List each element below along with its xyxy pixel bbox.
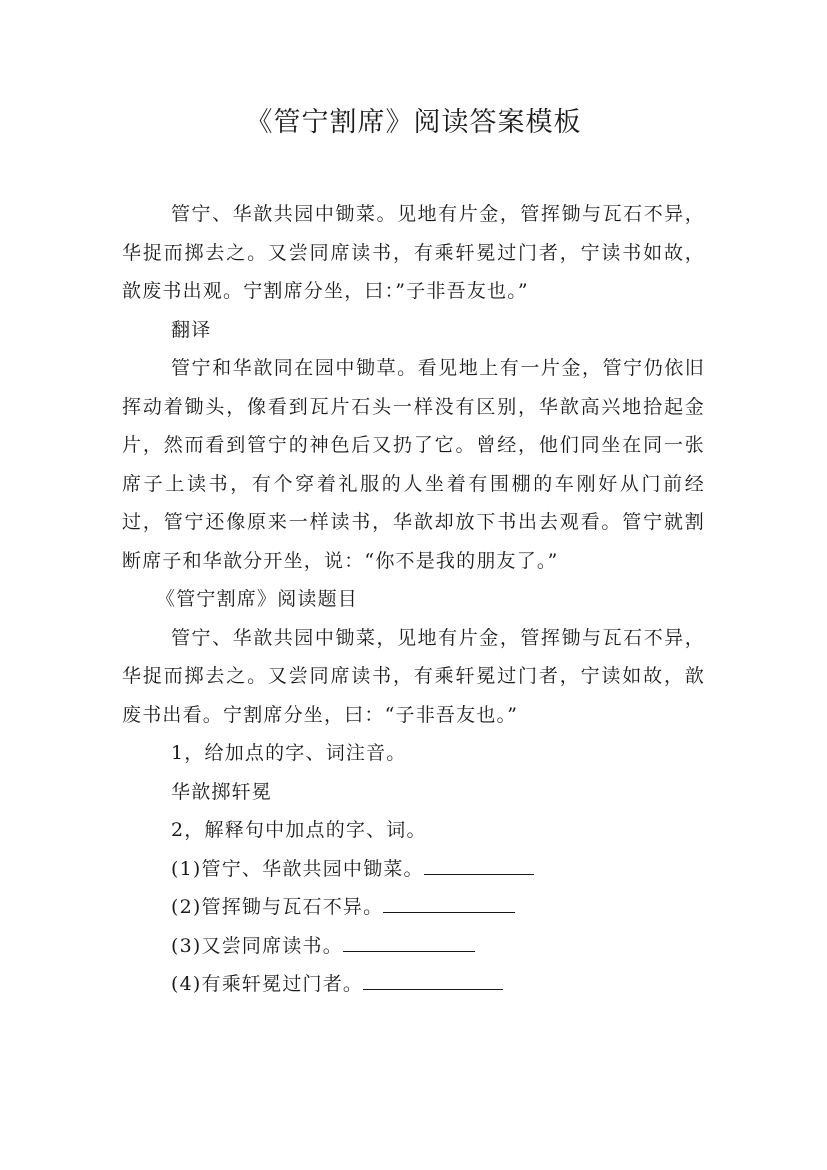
question-1-words: 华歆掷轩冕 [171,780,273,803]
question-2-item-3-text: (3)又尝同席读书。 [171,934,343,957]
answer-blank-3[interactable] [343,931,475,952]
question-2-item-2 [122,888,705,927]
question-2-item-3 [122,927,705,966]
question-2-item-4-text: (4)有乘轩冕过门者。 [171,973,364,995]
question-2-item-1-text: (1)管宁、华歆共园中锄菜。 [171,857,424,880]
questions-heading: 《管宁割席》阅读题目 [156,588,359,610]
question-2-item-1 [122,850,705,889]
question-2-prompt: 2，解释句中加点的字、词。 [171,819,427,841]
answer-blank-4[interactable] [363,969,503,990]
question-2-item-4 [122,965,705,1004]
document-body [122,195,705,1004]
question-2-item-2-text: (2)管挥锄与瓦石不异。 [171,896,384,918]
translation-paragraph: 管宁和华歆同在园中锄草。看见地上有一片金，管宁仍依旧挥动着锄头，像看到瓦片石头一样没有区别，华歆高兴地拾起金片，然而看到管宁的神色后又扔了它。曾经，他们同坐在同一张席子上读书，有个穿着礼服的人坐着有围棚的车刚好从门前经过，管宁还像原来一样读书，华歆却放下书出去观看。管宁就割断席子和华歆分开坐，说：“你不是我的朋友了。” [122,357,705,572]
translation-heading: 翻译 [171,318,212,341]
document-title: 《管宁割席》阅读答案模板 [245,107,582,138]
question-1-prompt: 1，给加点的字、词注音。 [171,742,407,764]
answer-blank-1[interactable] [424,854,534,875]
question-passage-paragraph: 管宁、华歆共园中锄菜，见地有片金，管挥锄与瓦石不异，华捉而掷去之。又尝同席读书，有乘轩冕过门者，宁读如故，歆废书出看。宁割席分坐，曰：“子非吾友也。” [122,626,705,726]
original-text-paragraph: 管宁、华歆共园中锄菜。见地有片金，管挥锄与瓦石不异，华捉而掷去之。又尝同席读书，有乘轩冕过门者，宁读书如故，歆废书出观。宁割席分坐，曰：”子非吾友也。” [122,203,705,302]
answer-blank-2[interactable] [383,892,515,913]
